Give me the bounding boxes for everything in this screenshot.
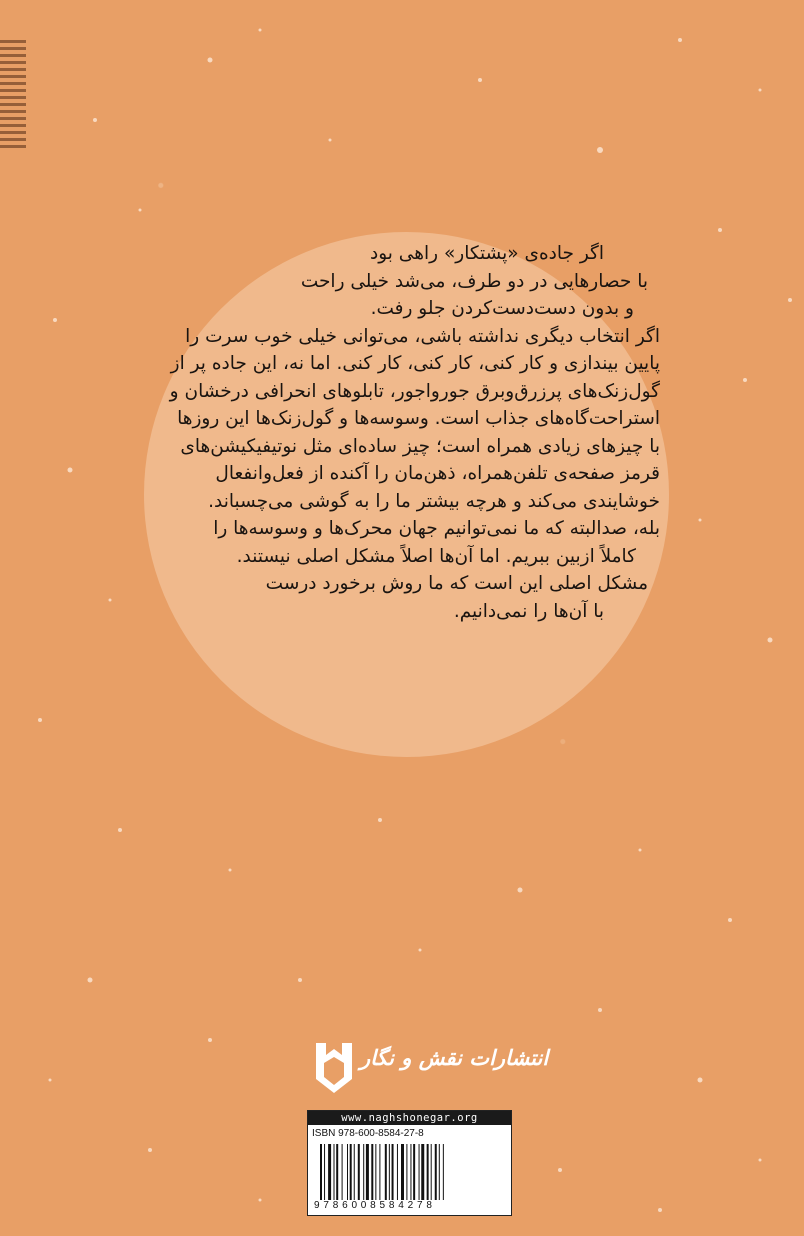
blurb-line: خوشایندی می‌کند و هرچه بیشتر ما را به گوشی می‌چسباند.	[208, 490, 660, 512]
blurb-line: بله، صدالبته که ما نمی‌توانیم جهان محرک‌ها و وسوسه‌ها را	[213, 518, 660, 539]
barcode-bar	[347, 1144, 348, 1200]
blurb-line: قرمز صفحه‌ی تلفن‌همراه، ذهن‌مان را آکنده از فعل‌وانفعال	[215, 463, 660, 484]
barcode-bar	[431, 1144, 432, 1200]
barcode-bar	[443, 1144, 444, 1200]
barcode-bar	[342, 1144, 343, 1200]
barcode-bar	[354, 1144, 355, 1200]
barcode-bar	[371, 1144, 373, 1200]
barcode-bar	[350, 1144, 352, 1200]
barcode-digits: 9786008584278	[314, 1200, 436, 1211]
barcode-bars	[320, 1144, 500, 1200]
blurb-line: پایین بیندازی و کار کنی، کار کنی، کار کنی. اما نه، این جاده پر از	[170, 353, 660, 374]
blurb-line: کاملاً ازبین ببریم. اما آن‌ها اصلاً مشکل اصلی نیستند.	[236, 545, 636, 567]
barcode-label	[307, 1110, 512, 1216]
barcode-bar	[392, 1144, 394, 1200]
barcode-bar	[328, 1144, 331, 1200]
blurb-line: با حصارهایی در دو طرف، می‌شد خیلی راحت	[300, 270, 648, 292]
barcode-bar	[358, 1144, 360, 1200]
barcode-bar	[375, 1144, 376, 1200]
blurb-line: با آن‌ها را نمی‌دانیم.	[453, 600, 604, 622]
barcode-bar	[389, 1144, 390, 1200]
barcode-bar	[413, 1144, 415, 1200]
decorative-stripes	[0, 40, 26, 152]
barcode-bar	[336, 1144, 338, 1200]
barcode-bar	[410, 1144, 411, 1200]
barcode-bar	[406, 1144, 407, 1200]
blurb-line: اگر انتخاب دیگری نداشته باشی، می‌توانی خیلی خوب سرت را	[185, 325, 660, 347]
barcode-bar	[401, 1144, 404, 1200]
barcode-bar	[421, 1144, 424, 1200]
barcode-bar	[385, 1144, 387, 1200]
barcode-bar	[435, 1144, 437, 1200]
isbn-text: ISBN 978-600-8584-27-8	[312, 1128, 424, 1139]
blurb-line: استراحت‌گاه‌های جذاب است. وسوسه‌ها و گول‌زنک‌ها این روزها	[177, 408, 660, 429]
blurb-line: گول‌زنک‌های پرزرق‌وبرق جورواجور، تابلوهای انحرافی درخشان و	[169, 380, 660, 402]
barcode-bar	[379, 1144, 380, 1200]
barcode-bar	[334, 1144, 335, 1200]
blurb-line: اگر جاده‌ی «پشتکار» راهی بود	[369, 243, 604, 264]
blurb-line: با چیزهای زیادی همراه است؛ چیز ساده‌ای مثل نوتیفیکیشن‌های	[180, 435, 660, 457]
back-cover-blurb	[160, 240, 660, 625]
blurb-line: و بدون دست‌دست‌کردن جلو رفت.	[370, 298, 634, 319]
barcode-bar	[320, 1144, 322, 1200]
blurb-line: مشکل اصلی این است که ما روش برخورد درست	[265, 573, 648, 594]
publisher-name: انتشارات نقش و نگار	[360, 1045, 549, 1070]
barcode-bar	[419, 1144, 420, 1200]
barcode-bar	[363, 1144, 364, 1200]
publisher-logo	[312, 1033, 549, 1105]
barcode-bar	[366, 1144, 369, 1200]
barcode-bar	[397, 1144, 398, 1200]
barcode-bar	[427, 1144, 429, 1200]
publisher-emblem-icon	[312, 1039, 356, 1099]
barcode-bar	[439, 1144, 440, 1200]
publisher-website: www.naghshonegar.org	[308, 1111, 511, 1125]
barcode-bar	[324, 1144, 325, 1200]
